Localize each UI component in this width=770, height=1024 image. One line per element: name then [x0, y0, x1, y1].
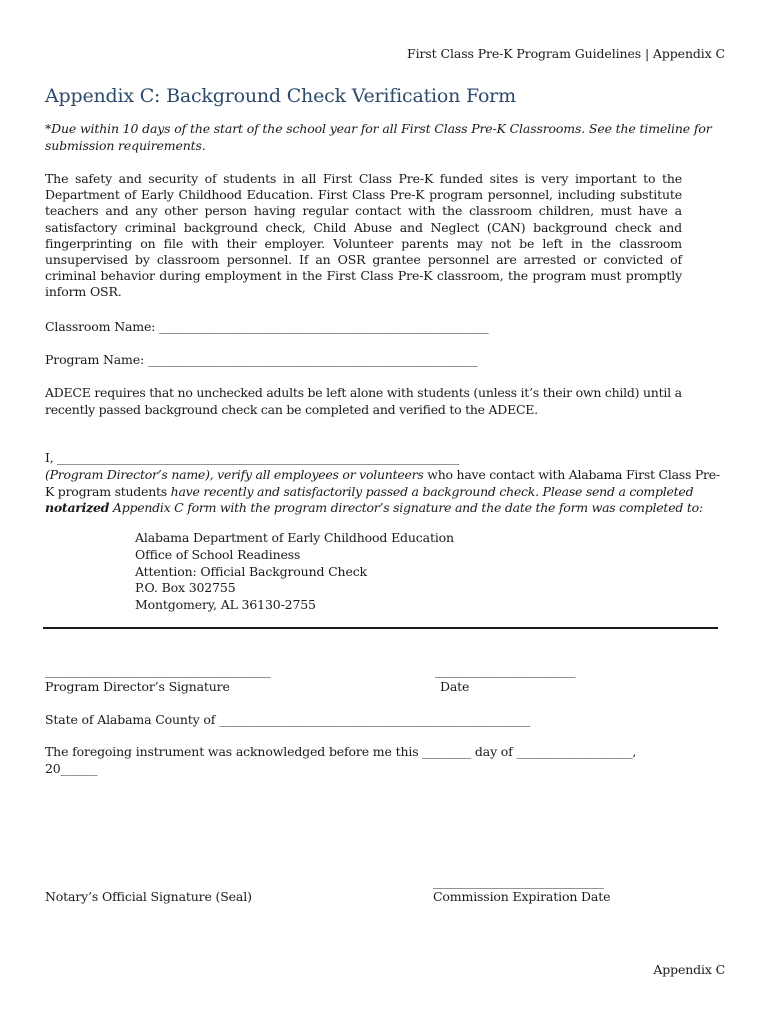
address-line-1: Alabama Department of Early Childhood Education — [135, 530, 454, 545]
program-name-blank[interactable]: ______________________________________________________ — [147, 352, 478, 367]
address-line-2: Office of School Readiness — [135, 546, 301, 562]
intro-paragraph: The safety and security of students in all First Class Pre-K funded sites is very important to the Department of Early Childhood Education. First Class Pre-K program personnel, including substitute teachers and any other person having regular contact with the classroom children, must have a satisfactory criminal background check, Child Abuse and Neglect (CAN) background check and fingerprinting on file with their employer. Volunteer parents may not be left in the classroom unsupervised by classroom personnel. If an OSR grantee personnel are arrested or convicted of criminal behavior during employment in the First Class Pre-K classroom, the program must promptly inform OSR. — [45, 171, 682, 300]
year-line[interactable]: 20______ — [45, 761, 98, 776]
director-name-blank[interactable]: ___________________________________________________________________ — [57, 450, 460, 465]
address-line-5: Montgomery, AL 36130-2755 — [135, 597, 316, 613]
state-county-field[interactable] — [45, 712, 530, 727]
verify-part2: who have contact with Alabama First Class Pre-K program students — [45, 466, 720, 499]
address-line-3: Attention: Official Background Check — [135, 563, 367, 579]
state-county-label: State of Alabama County of — [45, 712, 220, 727]
commission-line[interactable]: ____________________________ — [433, 874, 604, 889]
date-label: Date — [440, 679, 470, 694]
date-line[interactable]: _______________________ — [435, 663, 576, 678]
verify-part1: (Program Director’s name), verify all employees or volunteers — [45, 466, 424, 482]
verify-i-prefix: I, — [45, 450, 58, 465]
classroom-name-label: Classroom Name: — [45, 319, 160, 334]
acknowledged-line[interactable]: The foregoing instrument was acknowledged before me this ________ day of ___________________, — [45, 744, 637, 759]
verification-statement — [45, 450, 725, 517]
adece-paragraph: ADECE requires that no unchecked adults be left alone with students (unless it’s their own child) until a recently passed background check can be completed and verified to the ADECE. — [45, 385, 682, 417]
verify-notarized: notarized — [45, 500, 110, 516]
mailing-address — [135, 530, 454, 614]
address-line-4: P.O. Box 302755 — [135, 580, 236, 596]
commission-label: Commission Expiration Date — [433, 889, 611, 904]
due-note: *Due within 10 days of the start of the school year for all First Class Pre-K Classrooms. See the timeline for submission requirements. — [45, 121, 712, 153]
program-name-label: Program Name: — [45, 352, 148, 367]
classroom-name-blank[interactable]: ______________________________________________________ — [159, 319, 489, 334]
section-divider — [43, 627, 718, 629]
footer-page-label: Appendix C — [653, 962, 725, 977]
county-blank[interactable]: ___________________________________________________ — [219, 712, 531, 727]
program-name-field[interactable] — [45, 352, 477, 367]
director-signature-line[interactable]: _____________________________________ — [45, 663, 271, 678]
page-title: Appendix C: Background Check Verification Form — [45, 85, 516, 107]
notary-signature-label: Notary’s Official Signature (Seal) — [45, 889, 252, 904]
verify-part5: Appendix C form with the program director’s signature and the date the form was completed to: — [109, 500, 703, 516]
classroom-name-field[interactable] — [45, 319, 489, 334]
director-signature-label: Program Director’s Signature — [45, 679, 230, 694]
verify-part3: have recently and satisfactorily passed a background check. Please send a completed — [170, 483, 694, 499]
running-header: First Class Pre-K Program Guidelines | Appendix C — [407, 46, 725, 61]
